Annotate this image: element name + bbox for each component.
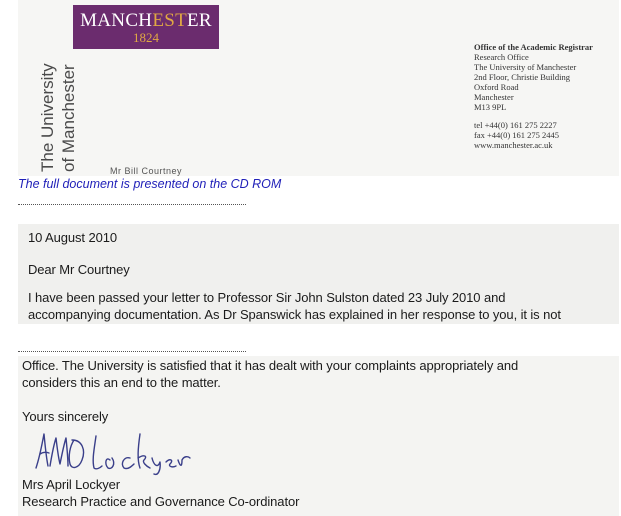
dotted-separator (18, 351, 246, 353)
recipient-cutoff: Mr Bill Courtney (110, 166, 183, 176)
address-line: 2nd Floor, Christie Building (474, 72, 570, 82)
address-line: Manchester (474, 92, 514, 102)
handwritten-signature (30, 426, 210, 476)
letter-salutation: Dear Mr Courtney (28, 262, 130, 277)
yours-sincerely: Yours sincerely (22, 409, 109, 424)
address-line: M13 9PL (474, 102, 507, 112)
letter-date: 10 August 2010 (28, 230, 117, 245)
cd-rom-note: The full document is presented on the CD ROM (18, 177, 282, 191)
contact-line: www.manchester.ac.uk (474, 140, 553, 150)
letter-closing-scan (18, 356, 619, 516)
letter-closing-line: considers this an end to the matter. (22, 375, 221, 390)
contact-line: tel +44(0) 161 275 2227 (474, 120, 557, 130)
university-logo (73, 5, 219, 49)
signer-name: Mrs April Lockyer (22, 477, 120, 492)
dotted-separator (18, 204, 246, 206)
address-line: Research Office (474, 52, 529, 62)
letter-closing-line: Office. The University is satisfied that it has dealt with your complaints appropriately and (22, 358, 519, 373)
vertical-title-line1: The University (38, 63, 57, 172)
letter-opening-scan (18, 224, 619, 324)
address-line: Oxford Road (474, 82, 519, 92)
signer-title: Research Practice and Governance Co-ordinator (22, 494, 300, 509)
office-address-block (474, 42, 614, 150)
logo-year: 1824 (133, 30, 159, 45)
letterhead-scan (18, 0, 619, 176)
letter-paragraph-line: I have been passed your letter to Professor Sir John Sulston dated 23 July 2010 and (28, 290, 506, 305)
address-line: Office of the Academic Registrar (474, 42, 593, 52)
vertical-title-line2: of Manchester (59, 64, 78, 172)
contact-line: fax +44(0) 161 275 2445 (474, 130, 560, 140)
address-line: The University of Manchester (474, 62, 577, 72)
logo-name: MANCHESTER (80, 10, 212, 31)
letter-paragraph-line: accompanying documentation. As Dr Spanswick has explained in her response to you, it is not (28, 307, 561, 322)
vertical-university-title (34, 48, 80, 173)
